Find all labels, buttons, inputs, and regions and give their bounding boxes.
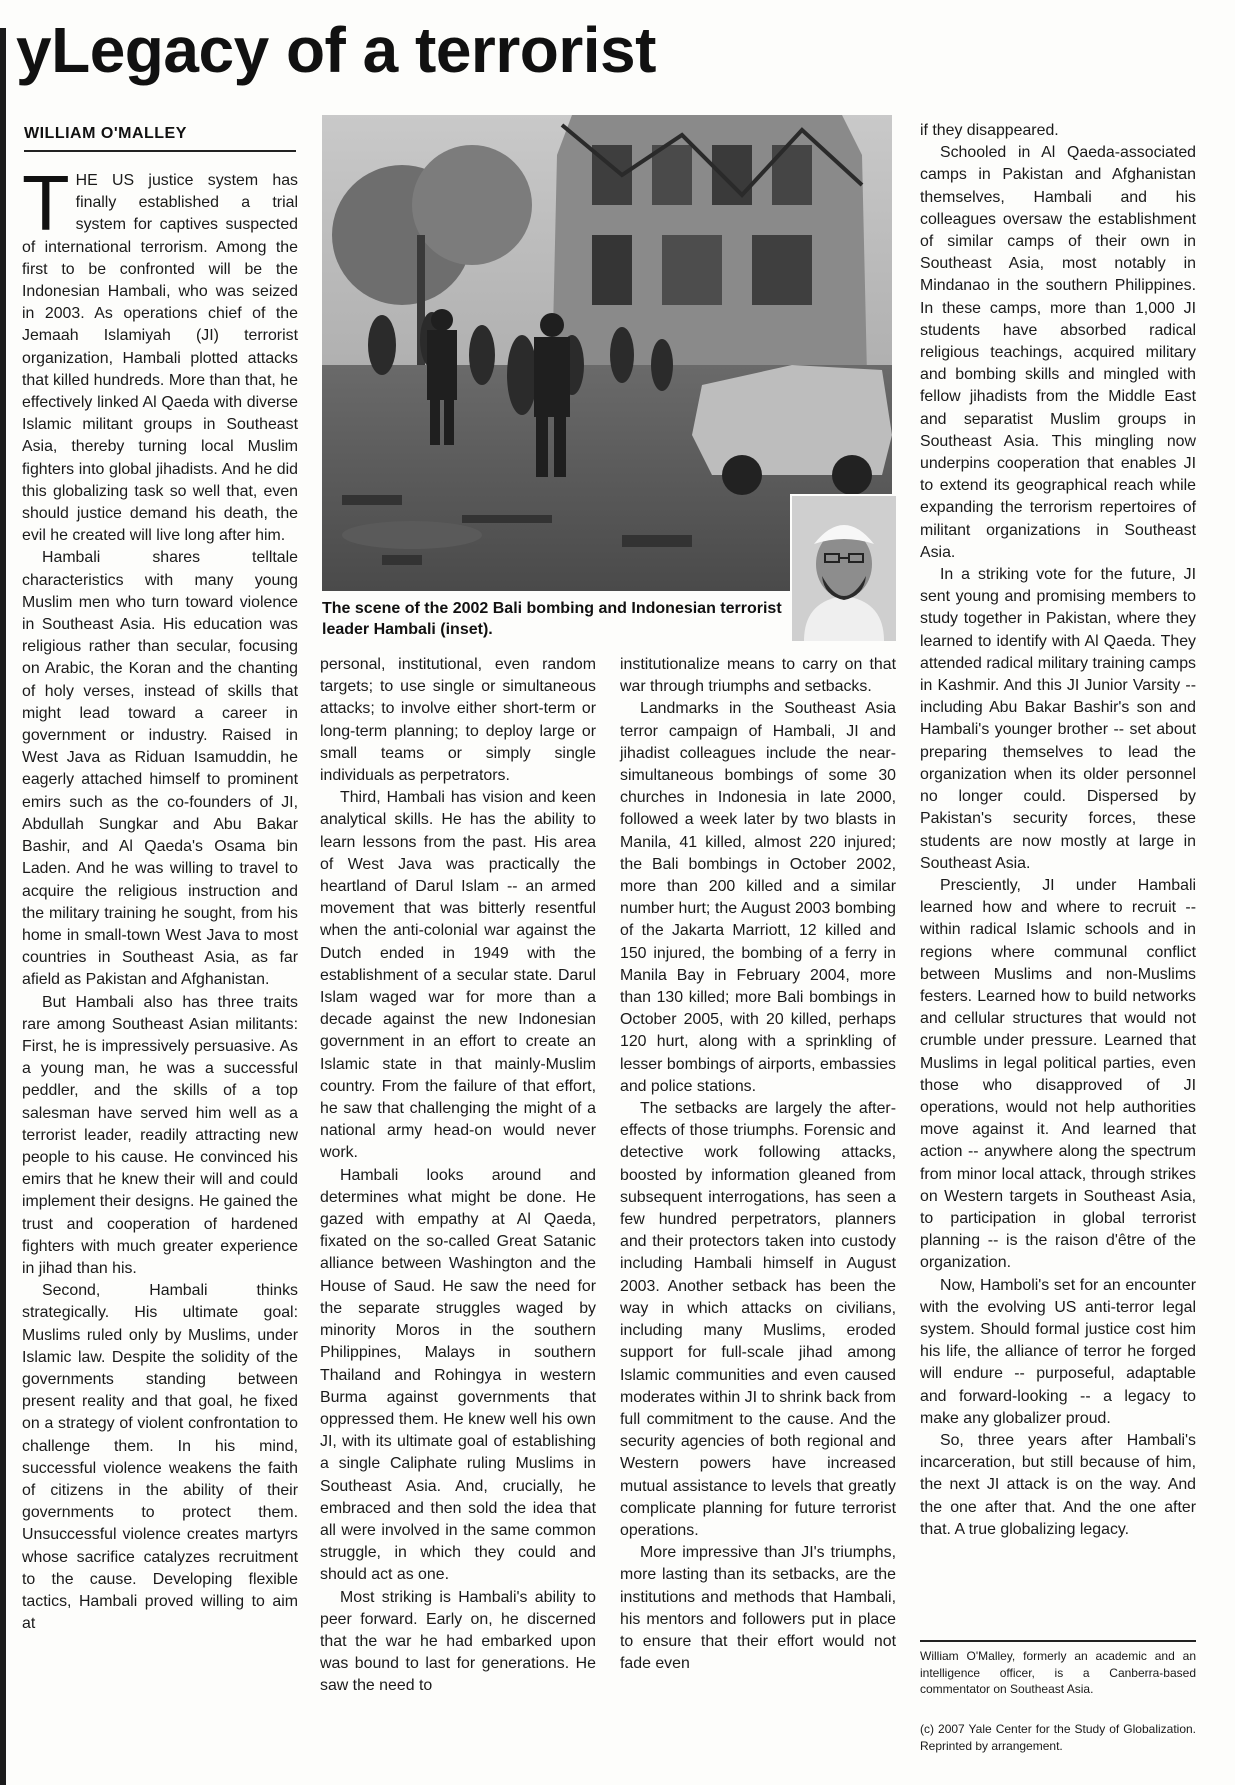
headline: yLegacy of a terrorist	[16, 14, 656, 86]
byline: WILLIAM O'MALLEY	[24, 125, 296, 152]
paragraph: More impressive than JI's triumphs, more lasting than its setbacks, are the institutions and methods that Hambali, his mentors and followers put in place to ensure that their effort would not fade even	[620, 1544, 896, 1673]
paragraph: Landmarks in the Southeast Asia terror campaign of Hambali, JI and jihadist colleagues include the near-simultaneous bombings of some 30 churches in Indonesia in late 2000, followed a week later by two blasts in Manila, 41 killed, almost 220 injured; the Bali bombings in October 2002, more than 200 killed and a similar number hurt; the August 2003 bombing of the Jakarta Marriott, 12 killed and 150 injured, the bombing of a ferry in Manila Bay in February 2004, more than 130 killed; more Bali bombings in October 2005, with 20 killed, perhaps 120 hurt, along with a sprinkling of lesser bombings of airports, embassies and police stations.	[620, 700, 896, 1095]
footer-divider	[920, 1640, 1196, 1642]
article-column-1	[22, 159, 298, 1635]
paragraph	[22, 159, 298, 547]
page-edge-bar	[0, 28, 6, 1785]
paragraph: In a striking vote for the future, JI sent young and promising members to study together in Pakistan, where they learned to identify with Al Qaeda. They attended radical military training camps in Kashmir. And this JI Junior Varsity -- including Abu Bakar Bashir's son and Hambali's younger brother -- set about preparing themselves to lead the organization when its older personnel no longer could. Dispersed by Pakistan's security forces, these students are now mostly at large in Southeast Asia.	[920, 566, 1196, 872]
paragraph: personal, institutional, even random targets; to use single or simultaneous attacks; to involve either short-term or long-term planning; to deploy large or small teams or simply single individuals as perpetrators.	[320, 656, 596, 785]
copyright-note: (c) 2007 Yale Center for the Study of Globalization. Reprinted by arrangement.	[920, 1722, 1196, 1753]
paragraph: But Hambali also has three traits rare among Southeast Asian militants: First, he is impressively persuasive. As a young man, he was a successful peddler, and the skills of a top salesman have served him well as a terrorist leader, readily attracting new people to his cause. He convinced his emirs that he knew their will and could implement their designs. He gained the trust and cooperation of hardened fighters with much greater experience in jihad than his.	[22, 993, 298, 1277]
drop-cap: T	[22, 159, 70, 247]
paragraph: Third, Hambali has vision and keen analytical skills. He has the ability to learn lessons from the past. His area of West Java was practically the heartland of Darul Islam -- an armed movement that was bitterly resentful when the anti-colonial war against the Dutch ended in 1949 with the establishment of a secular state. Darul Islam waged war for more than a decade against the new Indonesian government in an effort to create an Islamic state in that mainly-Muslim country. From the failure of that effort, he saw that challenging the might of a national army head-on would never work.	[320, 789, 596, 1162]
article-column-2	[320, 654, 596, 1698]
paragraph: The setbacks are largely the after-effects of those triumphs. Forensic and detective work following attacks, boosted by information gleaned from subsequent interrogations, has seen a few hundred perpetrators, planners and their protectors taken into custody including Hambali himself in August 2003. Another setback has been the way in which attacks on civilians, including many Muslims, eroded support for full-scale jihad among Islamic communities and even caused moderates within JI to shrink back from full commitment to the cause. And the security agencies of both regional and Western powers have increased mutual assistance to levels that greatly complicate planning for future terrorist operations.	[620, 1100, 896, 1539]
paragraph: institutionalize means to carry on that war through triumphs and setbacks.	[620, 656, 896, 696]
paragraph: Most striking is Hambali's ability to peer forward. Early on, he discerned that the war he had embarked upon was bound to last for generations. He saw the need to	[320, 1588, 596, 1695]
paragraph: So, three years after Hambali's incarceration, but still because of him, the next JI attack is on the way. And the one after that. And the one after that. A true globalizing legacy.	[920, 1431, 1196, 1538]
paragraph: Presciently, JI under Hambali learned how and where to recruit -- within radical Islamic schools and in regions where communal conflict between Muslims and non-Muslims festers. Learned how to build networks and cellular structures that would not crumble under pressure. Learned that Muslims in legal political parties, even those who disapproved of JI operations, would not help authorities move against it. And learned that action -- anywhere along the spectrum from minor local attack, through strikes on Western targets in Southeast Asia, to participation in global terrorist planning -- is the raison d'être of the organization.	[920, 876, 1196, 1272]
paragraph: Now, Hamboli's set for an encounter with the evolving US anti-terror legal system. Should formal justice cost him his life, the alliance of terror he forged will endure -- purposeful, adaptable and forward-looking -- a legacy to make any globalizer proud.	[920, 1276, 1196, 1427]
article-column-4	[920, 120, 1196, 1541]
paragraph-text: HE US justice system has finally established a trial system for captives suspected of international terrorism. Among the first to be confronted will be the Indonesian Hambali, who was seized in 2003. As operations chief of the Jemaah Islamiyah (JI) terrorist organization, Hambali plotted attacks that killed hundreds. More than that, he effectively linked Al Qaeda with diverse Islamic militant groups in Southeast Asia, thereby turning local Muslim fighters into global jihadists. And he did this globalizing task so well that, even should justice demand his death, the evil he created will live long after him.	[22, 172, 298, 545]
paragraph: Hambali shares telltale characteristics with many young Muslim men who turn toward violence in Southeast Asia. His education was religious rather than secular, focusing on Arabic, the Koran and the chanting of holy verses, instead of skills that might lead toward a career in government or industry. Raised in West Java as Riduan Isamuddin, he eagerly attached himself to prominent emirs such as the co-founders of JI, Abdullah Sungkar and Abu Bakar Bashir, and Al Qaeda's Osama bin Laden. And he was willing to travel to acquire the religious instruction and the military training he sought, from his home in small-town West Java to most countries in Southeast Asia, as far afield as Pakistan and Afghanistan.	[22, 549, 298, 989]
paragraph: Second, Hambali thinks strategically. His ultimate goal: Muslims ruled only by Muslims, under Islamic law. Despite the solidity of the governments standing between present reality and that goal, he fixed on a strategy of violent confrontation to challenge them. In his mind, successful violence weakens the faith of citizens in the ability of their governments to protect them. Unsuccessful violence creates martyrs whose sacrifice catalyzes recruitment to the cause. Developing flexible tactics, Hambali proved willing to aim at	[22, 1282, 298, 1633]
paragraph: Hambali looks around and determines what might be done. He gazed with empathy at Al Qaeda, fixated on the so-called Great Satanic alliance between Washington and the House of Saud. He saw the need for the separate struggles waged by minority Moros in the southern Philippines, Malays in southern Thailand and Rohingya in western Burma against governments that oppressed them. He knew well his own JI, with its ultimate goal of establishing a single Caliphate ruling Muslims in Southeast Asia. And, crucially, he embraced and then sold the idea that all were involved in the same common struggle, in which they could and should act as one.	[320, 1166, 596, 1584]
paragraph: Schooled in Al Qaeda-associated camps in Pakistan and Afghanistan themselves, Hambali and his colleagues oversaw the establishment of similar camps of their own in Southeast Asia, most notably in Mindanao in the southern Philippines. In these camps, more than 1,000 JI students have absorbed radical religious teachings, acquired military and bombing skills and mingled with fellow jihadists from the Middle East and separatist Muslim groups in Southeast Asia. This mingling now underpins cooperation that enables JI to extend its geographical reach while expanding the terrorism repertoires of militant organizations in Southeast Asia.	[920, 144, 1196, 561]
hambali-inset-portrait	[790, 494, 898, 643]
article-column-3	[620, 654, 896, 1675]
paragraph: if they disappeared.	[920, 122, 1059, 139]
author-note: William O'Malley, formerly an academic and an intelligence officer, is a Canberra-based commentator on Southeast Asia.	[920, 1649, 1196, 1696]
portrait-illustration	[792, 496, 896, 641]
photo-caption: The scene of the 2002 Bali bombing and Indonesian terrorist leader Hambali (inset).	[322, 600, 782, 638]
